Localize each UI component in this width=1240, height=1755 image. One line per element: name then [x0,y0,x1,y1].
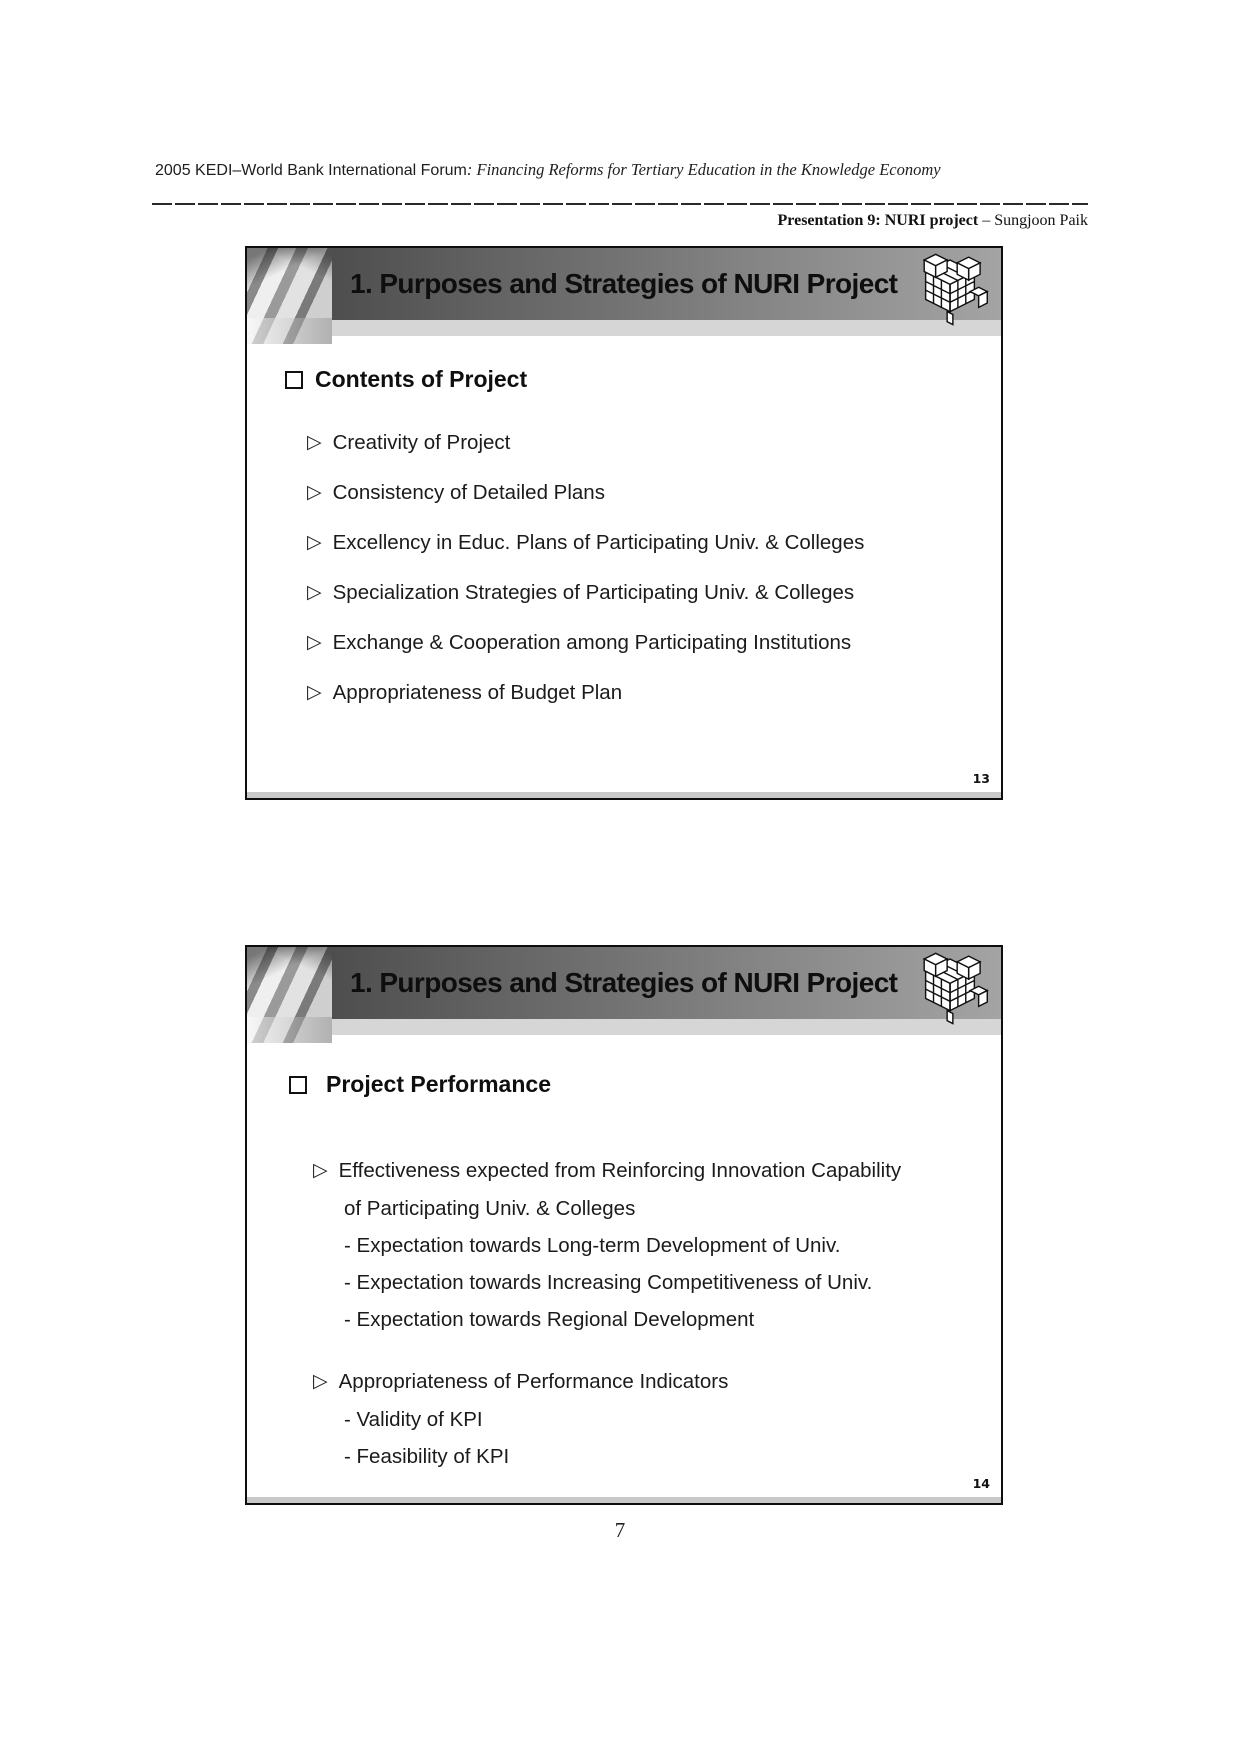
triangle-bullet-icon: ▷ [307,432,322,453]
triangle-bullet-icon: ▷ [307,632,322,653]
slide-number: 13 [972,771,990,786]
title-bar-strip [332,320,1001,336]
cube-puzzle-icon [907,250,993,336]
list-item [307,430,864,457]
sub-item: - Expectation towards Long-term Development of Univ. [344,1234,841,1257]
header-forum-line [155,160,941,180]
slide-bottom-strip [247,792,1001,798]
section-heading-label: Project Performance [326,1071,551,1097]
section-heading [285,366,527,393]
header-presentation-author: – Sungjoon Paik [978,212,1088,229]
bullet-text: Creativity of Project [332,431,511,454]
header-presentation-line [152,212,1088,230]
list-item [313,1363,901,1401]
header-rule [152,203,1088,205]
triangle-bullet-icon: ▷ [307,532,322,553]
cube-puzzle-icon [907,949,993,1035]
title-bar-strip [332,1019,1001,1035]
triangle-bullet-icon: ▷ [313,1160,328,1181]
list-item [307,580,864,607]
header-forum-subtitle: : Financing Reforms for Tertiary Education in the Knowledge Economy [466,160,941,179]
keyboard-photo [247,248,332,344]
slide-13 [245,246,1003,800]
list-item [307,530,864,557]
triangle-bullet-icon: ▷ [307,482,322,503]
page-number: 7 [614,1518,626,1542]
slide-title-bar [332,947,1001,1019]
bullet-list [307,430,864,707]
slide-13-header [247,248,1001,338]
slide-14-header [247,947,1001,1037]
bullet-text: Exchange & Cooperation among Participating Institutions [332,631,852,654]
sub-item: - Expectation towards Increasing Competitiveness of Univ. [344,1271,873,1294]
header-forum-title: 2005 KEDI–World Bank International Forum [155,162,467,179]
bullet-list [313,1152,901,1475]
bullet-text: Effectiveness expected from Reinforcing Innovation Capability [338,1159,902,1182]
sub-item: - Feasibility of KPI [344,1445,510,1468]
bullet-text: Specialization Strategies of Participating Univ. & Colleges [332,581,855,604]
bullet-text: Consistency of Detailed Plans [332,481,605,504]
bullet-text: Excellency in Educ. Plans of Participating Univ. & Colleges [332,531,865,554]
slide-title: 1. Purposes and Strategies of NURI Project [350,268,898,299]
slide-number: 14 [972,1476,990,1491]
keyboard-photo [247,947,332,1043]
bullet-text: Appropriateness of Performance Indicators [338,1370,729,1393]
slide-title: 1. Purposes and Strategies of NURI Project [350,967,898,998]
triangle-bullet-icon: ▷ [313,1371,328,1392]
triangle-bullet-icon: ▷ [307,682,322,703]
slide-bottom-strip [247,1497,1001,1503]
sub-item: - Validity of KPI [344,1408,483,1431]
triangle-bullet-icon: ▷ [307,582,322,603]
bullet-text: Appropriateness of Budget Plan [332,681,623,704]
list-item [307,680,864,707]
section-heading [289,1071,551,1098]
list-item [307,630,864,657]
slide-14 [245,945,1003,1505]
list-item [313,1152,901,1190]
slide-title-bar [332,248,1001,320]
sub-item: - Expectation towards Regional Development [344,1308,755,1331]
list-item [307,480,864,507]
square-bullet-icon [289,1076,307,1094]
bullet-continuation: of Participating Univ. & Colleges [344,1197,636,1220]
header-presentation-title: Presentation 9: NURI project [777,212,979,229]
square-bullet-icon [285,371,303,389]
section-heading-label: Contents of Project [315,366,528,392]
